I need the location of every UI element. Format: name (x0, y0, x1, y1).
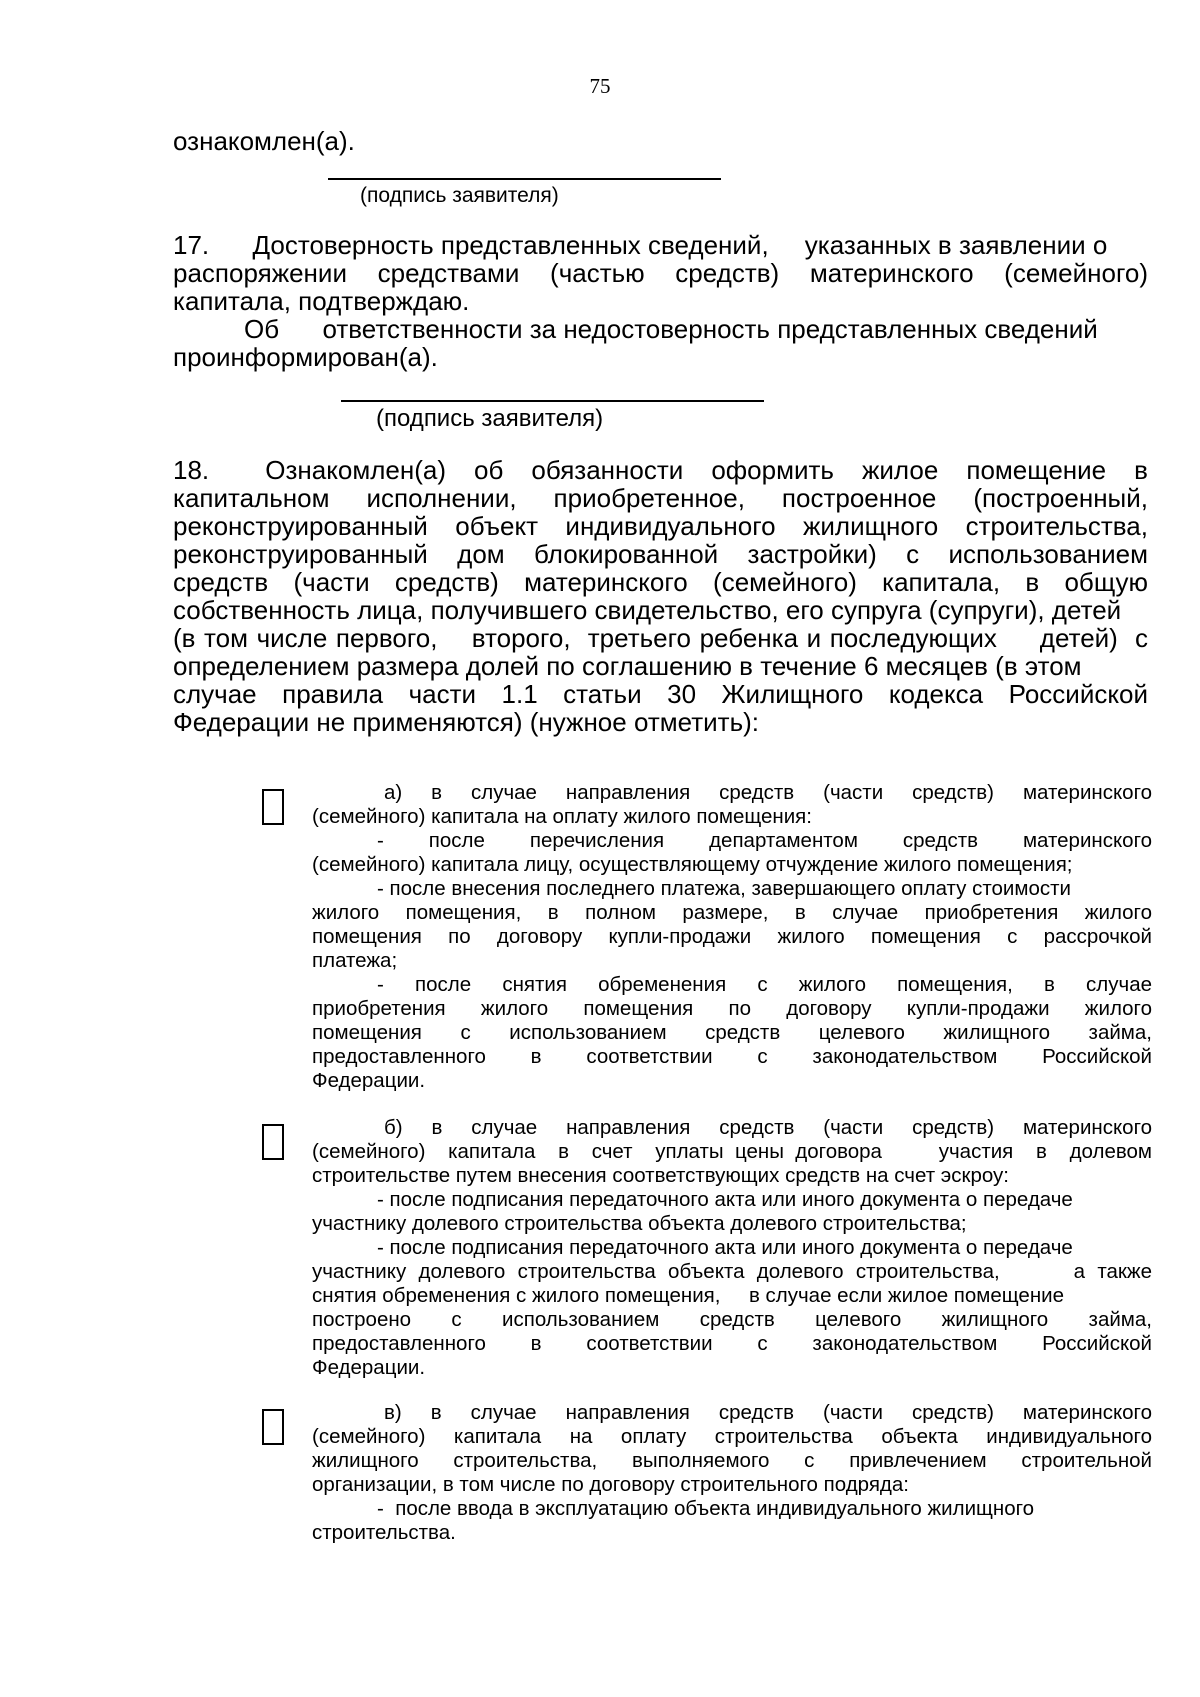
signature-line-1[interactable] (328, 178, 721, 180)
acknowledged-text: ознакомлен(а). (173, 126, 355, 156)
option-b-line: - после подписания передаточного акта или иного документа о передаче (377, 1188, 1073, 1211)
option-a-line: - после снятия обременения с жилого помещения, в случае (377, 973, 1152, 996)
option-b-text (312, 1116, 1152, 1380)
option-b-line: - после подписания передаточного акта или иного документа о передаче (377, 1236, 1073, 1259)
option-a-line: предоставленного в соответствии с законодательством Российской (312, 1045, 1152, 1068)
item-17-line-3: капитала, подтверждаю. (173, 286, 470, 316)
option-a-checkbox[interactable] (262, 789, 284, 825)
option-c-checkbox[interactable] (262, 1409, 284, 1445)
option-c-line: - после ввода в эксплуатацию объекта индивидуального жилищного (377, 1497, 1035, 1520)
option-a-line: - после перечисления департаментом средств материнского (377, 829, 1152, 852)
item-18-line: собственность лица, получившего свидетельство, его супруга (супруги), детей (173, 595, 1122, 625)
option-b-line: снятия обременения с жилого помещения, в случае если жилое помещение (312, 1284, 1064, 1307)
item-18-line: Федерации не применяются) (нужное отметить): (173, 707, 759, 737)
item-18-line: (в том числе первого, второго, третьего ребенка и последующих детей) с (173, 623, 1148, 653)
option-b-line: (семейного) капитала в счет уплаты цены договора участия в долевом (312, 1140, 1152, 1163)
item-18-line: 18. Ознакомлен(а) об обязанности оформить жилое помещение в (173, 455, 1148, 485)
item-18-line: средств (части средств) материнского (семейного) капитала, в общую (173, 567, 1148, 597)
item-18-line: реконструированный объект индивидуального жилищного строительства, (173, 511, 1148, 541)
option-a-line: помещения по договору купли-продажи жилого помещения с рассрочкой (312, 925, 1152, 948)
option-a-line: Федерации. (312, 1069, 426, 1092)
option-c-line: организации, в том числе по договору строительного подряда: (312, 1473, 909, 1496)
item-17 (173, 231, 1148, 371)
item-17-line-2: распоряжении средствами (частью средств) материнского (семейного) (173, 258, 1148, 288)
item-17-line-5: проинформирован(а). (173, 342, 438, 372)
item-18-line: определением размера долей по соглашению в течение 6 месяцев (в этом (173, 651, 1082, 681)
option-c-line: жилищного строительства, выполняемого с привлечением строительной (312, 1449, 1152, 1472)
page-number: 75 (589, 74, 611, 98)
option-a-line: (семейного) капитала лицу, осуществляющему отчуждение жилого помещения; (312, 853, 1073, 876)
item-18 (173, 456, 1148, 736)
option-b-line: Федерации. (312, 1356, 426, 1379)
item-17-line-4: Об ответственности за недостоверность представленных сведений (244, 314, 1098, 344)
option-c-line: в) в случае направления средств (части средств) материнского (384, 1401, 1152, 1424)
option-b-line: построено с использованием средств целевого жилищного займа, (312, 1308, 1152, 1331)
item-18-line: капитальном исполнении, приобретенное, построенное (построенный, (173, 483, 1148, 513)
signature-line-2[interactable] (341, 400, 764, 402)
option-c-text (312, 1401, 1152, 1545)
option-a-line: (семейного) капитала на оплату жилого помещения: (312, 805, 812, 828)
option-a-line: - после внесения последнего платежа, завершающего оплату стоимости (377, 877, 1071, 900)
option-c-line: строительства. (312, 1521, 456, 1544)
option-a-line: а) в случае направления средств (части средств) материнского (384, 781, 1152, 804)
option-b-checkbox[interactable] (262, 1124, 284, 1160)
signature-caption-1: (подпись заявителя) (360, 184, 559, 207)
option-a-text (312, 781, 1152, 1093)
option-c-line: (семейного) капитала на оплату строительства объекта индивидуального (312, 1425, 1152, 1448)
option-a-line: приобретения жилого помещения по договору купли-продажи жилого (312, 997, 1152, 1020)
option-a-line: платежа; (312, 949, 398, 972)
option-b-line: б) в случае направления средств (части средств) материнского (384, 1116, 1152, 1139)
option-b-line: участнику долевого строительства объекта долевого строительства, а также (312, 1260, 1152, 1283)
item-18-line: реконструированный дом блокированной застройки) с использованием (173, 539, 1148, 569)
option-b-line: предоставленного в соответствии с законодательством Российской (312, 1332, 1152, 1355)
signature-caption-2: (подпись заявителя) (376, 405, 604, 432)
option-a-line: помещения с использованием средств целевого жилищного займа, (312, 1021, 1152, 1044)
item-17-line-1: 17. Достоверность представленных сведений, указанных в заявлении о (173, 230, 1108, 260)
option-b-line: участнику долевого строительства объекта долевого строительства; (312, 1212, 967, 1235)
option-a-line: жилого помещения, в полном размере, в случае приобретения жилого (312, 901, 1152, 924)
item-18-line: случае правила части 1.1 статьи 30 Жилищного кодекса Российской (173, 679, 1148, 709)
option-b-line: строительстве путем внесения соответствующих средств на счет эскроу: (312, 1164, 1009, 1187)
